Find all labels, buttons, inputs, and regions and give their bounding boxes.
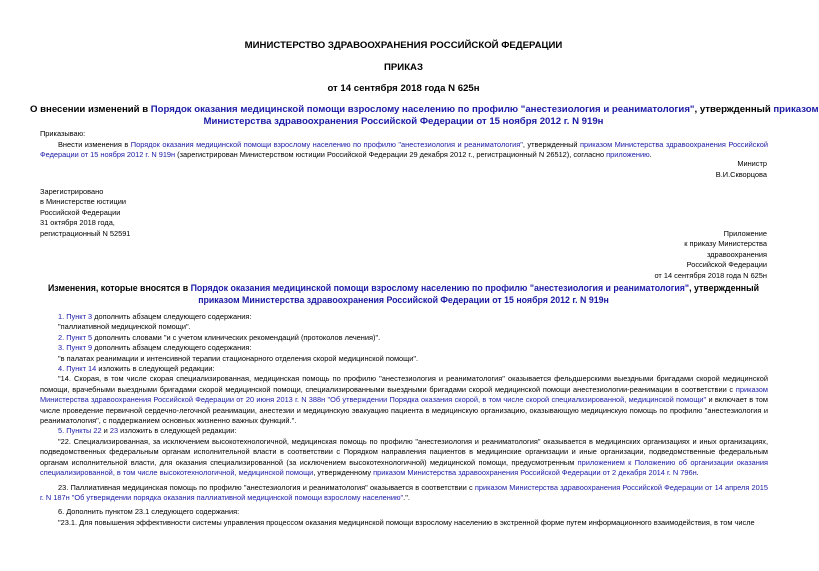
item-text: . (696, 468, 699, 478)
order-text: (зарегистрирован Министерством юстиции Российской Федерации 29 декабря 2012 г., регистрационный N 26512), согласно (175, 150, 607, 160)
order-title-link-order-cont[interactable]: Министерства здравоохранения Российской Федерации от 15 ноября 2012 г. N 919н (203, 116, 604, 127)
signer-name: В.И.Скворцова (715, 170, 767, 179)
changes-title-link-procedure[interactable]: Порядок оказания медицинской помощи взрослому населению по профилю "анестезиология и реаниматология" (190, 283, 690, 293)
changes-title-text: , утвержденный (689, 283, 760, 293)
list-item (40, 364, 768, 374)
order-text: . (649, 150, 652, 160)
list-item (40, 426, 768, 436)
item-6-quote: "23.1. Для повышения эффективности системы управления процессом оказания медицинской помощи взрослому населению в экстренной форме путем информационного взаимодействия, в том числе (58, 517, 755, 527)
link-procedure[interactable]: Порядок оказания медицинской помощи взрослому населению по профилю "анестезиология и реаниматология" (130, 140, 523, 149)
registration-line: регистрационный N 52591 (40, 228, 131, 238)
appendix-note (654, 229, 767, 281)
item-text: изложить в следующей редакции: (96, 364, 215, 374)
appendix-line: Российской Федерации (686, 260, 767, 270)
link-regulation-appendix[interactable]: приложением к Положению об организации оказания специализированной, в том числе высокотехнологичной, медицинской помощи (40, 457, 768, 478)
registration-line: 31 октября 2018 года, (40, 218, 115, 228)
appendix-line: от 14 сентября 2018 года N 625н (654, 270, 767, 280)
order-text: Внести изменения в (58, 140, 131, 149)
link-item-1[interactable]: 1. Пункт 3 (58, 312, 93, 321)
list-item (40, 333, 768, 343)
order-text: , утвержденный (522, 140, 581, 149)
item-text: и включает в том числе проведение первичной сердечно-легочной реанимации, анестезии и медицинскую эвакуацию пациента в медицинскую организацию, оказывающую медицинскую помощь по профилю "анестезиология и реаниматология", с поддержанием основных жизненно важных функций.". (40, 395, 768, 426)
item-text: "14. Скорая, в том числе скорая специализированная, медицинская помощь по профилю "анестезиология и реаниматология" оказывается фельдшерскими выездными бригадами скорой медицинской помощи, врачебными выездными бригадами скорой медицинской помощи, специализированными выездными бригадами скорой медицинской помощи анестезиологии-реанимации в соответствии с (40, 374, 768, 394)
link-appendix[interactable]: приложению (606, 150, 650, 160)
order-title-text: , утвержденный (694, 104, 774, 115)
list-item (40, 312, 768, 322)
prikazyvayu-label: Приказываю: (40, 129, 86, 138)
link-item-3[interactable]: 3. Пункт 9 (58, 343, 93, 353)
list-item: 6. Дополнить пунктом 23.1 следующего содержания: (58, 507, 240, 517)
order-paragraph-1 (40, 140, 768, 161)
item-text: дополнить абзацем следующего содержания: (92, 312, 252, 321)
changes-title-link-order[interactable]: приказом Министерства здравоохранения Российской Федерации от 15 ноября 2012 г. N 919н (198, 294, 609, 305)
order-title-text: О внесении изменений в (30, 104, 151, 115)
link-order-796n[interactable]: приказом Министерства здравоохранения Российской Федерации от 2 декабря 2014 г. N 796н (373, 468, 697, 478)
appendix-line: здравоохранения (706, 249, 767, 259)
link-order-919n[interactable]: приказом Министерства здравоохранения Российской Федерации от 15 ноября 2012 г. N 919н (40, 140, 768, 160)
registration-line: в Министерстве юстиции (40, 197, 127, 207)
ministry-title: МИНИСТЕРСТВО ЗДРАВООХРАНЕНИЯ РОССИЙСКОЙ ФЕДЕРАЦИИ (244, 40, 563, 51)
item-text: и (101, 426, 110, 436)
changes-list (40, 312, 768, 528)
item-text: изложить в следующей редакции: (118, 426, 237, 436)
list-item-quote: "паллиативной медицинской помощи". (58, 322, 191, 332)
order-title (30, 104, 819, 128)
item-5-quote-23 (40, 483, 768, 504)
item-text: дополнить словами "и с учетом клинических рекомендаций (протоколов лечения)". (92, 332, 381, 342)
registration-line: Российской Федерации (40, 207, 121, 217)
appendix-line: к приказу Министерства (684, 239, 767, 249)
order-title-link-order[interactable]: приказом (773, 104, 819, 115)
changes-title-text: Изменения, которые вносятся в (47, 283, 191, 293)
item-text: , утвержденному (313, 468, 374, 478)
registration-line: Зарегистрировано (40, 187, 104, 196)
link-item-5-23[interactable]: 23 (109, 426, 119, 436)
appendix-line: Приложение (723, 229, 767, 238)
item-4-quote (40, 374, 768, 426)
link-item-2[interactable]: 2. Пункт 5 (58, 332, 93, 342)
item-text: "22. Специализированная, за исключением высокотехнологичной, медицинская помощь по профилю "анестезиология и реаниматология" оказывается в медицинских организациях и иных организациях, подведомственных федеральным органам исполнительной власти в соответствии с Порядком направления пациентов в медицинские организации и иные организации, подведомственные федеральным органам исполнительной власти, для оказания специализированной (за исключением высокотехнологичной) медицинской помощи, предусмотренным (40, 436, 768, 467)
changes-title (30, 283, 777, 306)
registration-block (40, 187, 130, 239)
item-text: 23. Паллиативная медицинская помощь по профилю "анестезиология и реаниматология" оказывается в соответствии с (58, 482, 475, 492)
link-order-388n[interactable]: приказом Министерства здравоохранения Российской Федерации от 20 июня 2013 г. N 388н "Об утверждении Порядка оказания скорой, в том числе скорой специализированной, медицинской помощи" (40, 384, 768, 405)
list-item-quote: "в палатах реанимации и интенсивной терапии стационарного отделения скорой медицинской помощи". (58, 353, 419, 363)
link-item-4[interactable]: 4. Пункт 14 (58, 364, 97, 374)
doc-date-number: от 14 сентября 2018 года N 625н (327, 83, 480, 94)
order-title-link-procedure[interactable]: Порядок оказания медицинской помощи взрослому населению по профилю "анестезиология и реаниматология" (150, 104, 695, 115)
signer-role: Министр (737, 159, 767, 168)
item-text: .". (403, 492, 410, 502)
link-order-187n[interactable]: приказом Министерства здравоохранения Российской Федерации от 14 апреля 2015 г. N 187н "Об утверждении порядка оказания паллиативной медицинской помощи взрослому населению" (40, 482, 768, 502)
item-text: дополнить абзацем следующего содержания: (92, 343, 252, 353)
item-5-quote-22 (40, 437, 768, 479)
doc-type-title: ПРИКАЗ (384, 62, 423, 73)
list-item (40, 343, 768, 353)
link-item-5-22[interactable]: 5. Пункты 22 (58, 426, 102, 436)
